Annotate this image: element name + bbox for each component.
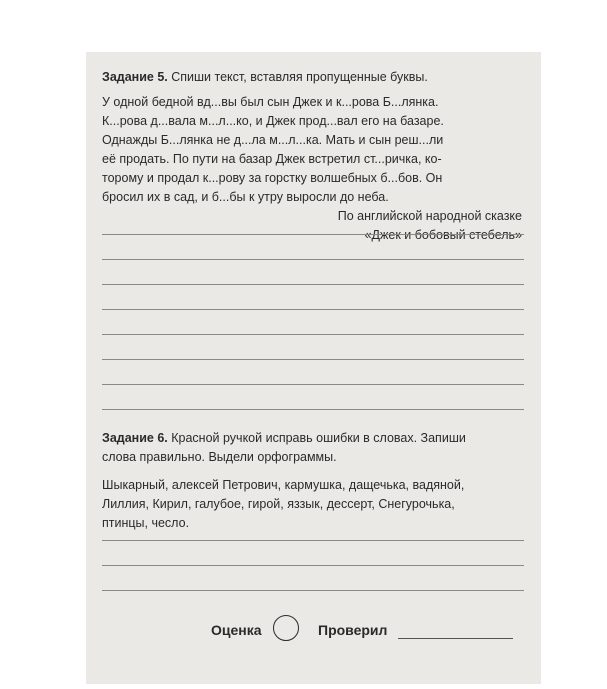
attribution-title: «Джек и бобовый стебель» [364,228,522,242]
task-5 [102,68,522,245]
task-6-heading [102,429,522,467]
writing-line[interactable] [102,334,524,335]
writing-line[interactable] [102,409,524,410]
grading-footer [86,614,541,644]
task-5-line: У одной бедной вд...вы был сын Джек и к...рова Б...лянка. [102,95,439,109]
writing-line[interactable] [102,234,524,235]
attribution-source: По английской народной сказке [337,209,522,223]
task-5-text [102,93,522,207]
task-5-line: бросил их в сад, и б...бы к утру выросли до неба. [102,190,389,204]
task-5-attribution [102,207,522,245]
writing-line[interactable] [102,565,524,566]
workbook-page [86,52,541,684]
task-6-word-line: птинцы, чесло. [102,516,190,530]
writing-line[interactable] [102,359,524,360]
task-5-line: К...рова д...вала м...л...ко, и Джек прод...вал его на базаре. [102,114,444,128]
grade-circle[interactable] [273,615,299,641]
grade-label: Оценка [211,622,262,638]
task-6-words [102,476,522,533]
task-5-label: Задание 5. [102,70,168,84]
task-6-instruction-cont: слова правильно. Выдели орфограммы. [102,450,337,464]
task-5-line: Однажды Б...лянка не д...ла м...л...ка. Мать и сын реш...ли [102,133,444,147]
task-6-label: Задание 6. [102,431,168,445]
task-5-instruction: Спиши текст, вставляя пропущенные буквы. [171,70,428,84]
writing-line[interactable] [102,284,524,285]
writing-line[interactable] [102,259,524,260]
task-6-word-line: Шыкарный, алексей Петрович, кармушка, дащечька, вадяной, [102,478,465,492]
writing-line[interactable] [102,590,524,591]
writing-line[interactable] [102,309,524,310]
task-5-heading [102,68,522,87]
checked-by-label: Проверил [318,622,388,638]
task-6-instruction: Красной ручкой исправь ошибки в словах. Запиши [171,431,466,445]
writing-line[interactable] [102,540,524,541]
task-6 [102,429,522,533]
writing-line[interactable] [102,384,524,385]
task-6-word-line: Лиллия, Кирил, галубое, гирой, яззык, дессерт, Снегурочька, [102,497,455,511]
task-5-line: торому и продал к...рову за горстку волшебных б...бов. Он [102,171,443,185]
task-5-line: её продать. По пути на базар Джек встретил ст...ричка, ко- [102,152,442,166]
checked-by-signature-line[interactable] [398,638,513,639]
